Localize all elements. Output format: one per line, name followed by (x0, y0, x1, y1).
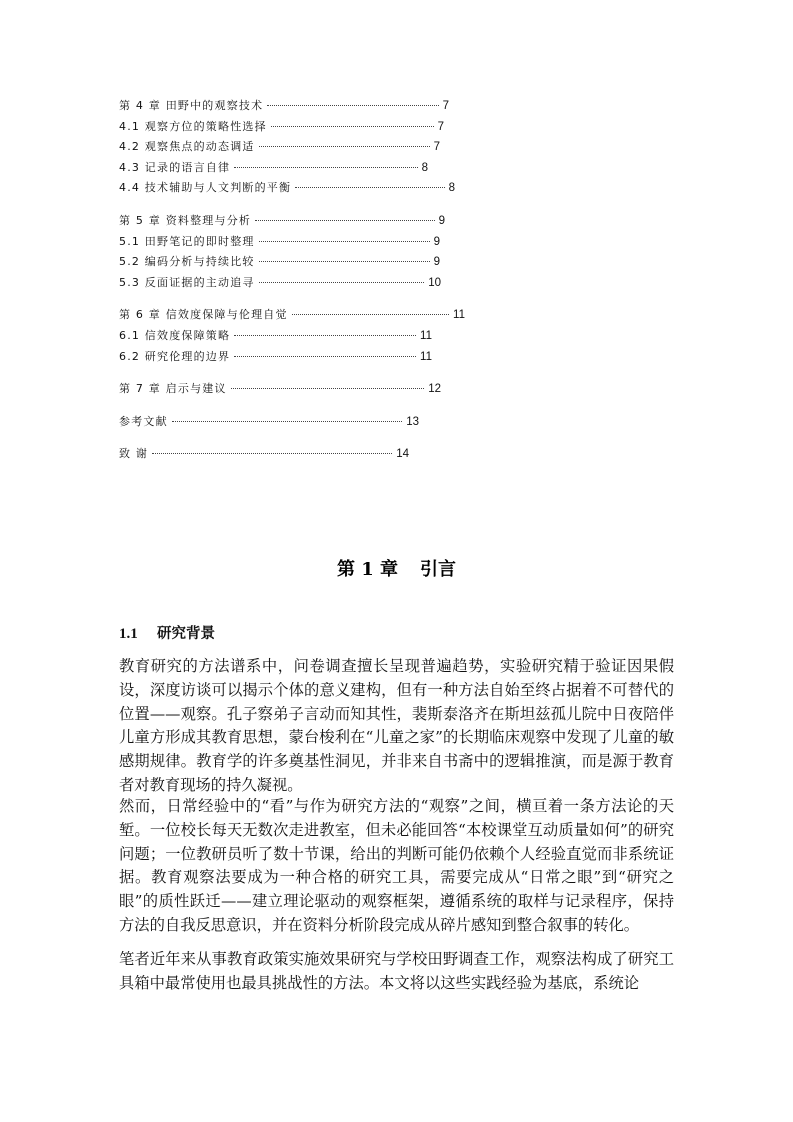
toc-leader-dots (267, 105, 438, 106)
toc-page-number: 7 (433, 141, 440, 154)
toc-leader-dots (234, 356, 416, 357)
toc-entry-ch5[interactable] (119, 211, 445, 232)
toc-entry-4-1[interactable] (119, 117, 444, 138)
toc-entry-5-3[interactable] (119, 273, 441, 294)
toc-entry-4-2[interactable] (119, 137, 440, 158)
paragraph-text: 笔者近年来从事教育政策实施效果研究与学校田野调查工作，观察法构成了研究工具箱中最常使用也最具挑战性的方法。本文将以这些实践经验为基底，系统论 (119, 950, 674, 992)
toc-leader-dots (231, 388, 425, 389)
toc-entry-6-1[interactable] (119, 326, 432, 347)
toc-entry-5-2[interactable] (119, 252, 440, 273)
toc-entry-ch7[interactable] (119, 379, 441, 400)
toc-entry-title: 5.1 田野笔记的即时整理 (119, 234, 255, 248)
toc-entry-title: 6.1 信效度保障策略 (119, 328, 231, 342)
toc-page-number: 7 (437, 120, 444, 133)
paragraph-text: 教育研究的方法谱系中，问卷调查擅长呈现普遍趋势，实验研究精于验证因果假设，深度访谈可以揭示个体的意义建构，但有一种方法自始至终占据着不可替代的位置——观察。孔子察弟子言动而知其性，裴斯泰洛齐在斯坦兹孤儿院中日夜陪伴儿童方形成其教育思想，蒙台梭利在“儿童之家”的长期临床观察中发现了儿童的敏感期规律。教育学的许多奠基性洞见，并非来自书斋中的逻辑推演，而是源于教育者对教育现场的持久凝视。 (119, 657, 674, 794)
toc-leader-dots (259, 282, 425, 283)
toc-leader-dots (271, 126, 434, 127)
toc-entry-6-2[interactable] (119, 347, 432, 368)
toc-leader-dots (259, 146, 430, 147)
toc-entry-title: 第 4 章 田野中的观察技术 (119, 99, 264, 112)
toc-page-number: 12 (428, 383, 441, 396)
chapter-heading (0, 555, 793, 581)
toc-page-number: 13 (406, 415, 419, 428)
toc-entry-references[interactable] (119, 412, 419, 433)
toc-entry-ch6[interactable] (119, 305, 465, 326)
toc-entry-title: 第 6 章 信效度保障与伦理自觉 (119, 308, 288, 322)
toc-entry-acknowledgements[interactable] (119, 444, 409, 465)
chapter-number: 第 1 章 (336, 559, 399, 580)
toc-page-number: 9 (433, 235, 440, 248)
toc-entry-5-1[interactable] (119, 232, 440, 253)
toc-entry-title: 4.4 技术辅助与人文判断的平衡 (119, 181, 292, 195)
toc-page-number: 8 (421, 161, 428, 174)
toc-leader-dots (259, 261, 430, 262)
section-heading (119, 622, 215, 643)
section-number: 1.1 (119, 626, 138, 642)
toc-entry-title: 致 谢 (119, 447, 149, 461)
toc-page-number: 14 (396, 448, 409, 461)
toc-entry-title: 第 7 章 启示与建议 (119, 382, 227, 396)
toc-entry-title: 参考文献 (119, 414, 168, 428)
toc-entry-title: 5.3 反面证据的主动追寻 (119, 275, 255, 289)
toc-leader-dots (172, 421, 402, 422)
toc-entry-4-3[interactable] (119, 158, 428, 179)
toc-leader-dots (259, 241, 430, 242)
toc-page-number: 11 (420, 350, 432, 363)
toc-page-number: 10 (428, 276, 441, 289)
toc-entry-title: 4.3 记录的语言自律 (119, 160, 231, 174)
body-paragraph (119, 795, 674, 938)
chapter-title-text: 引言 (420, 559, 457, 580)
toc-leader-dots (152, 453, 392, 454)
toc-entry-title: 4.1 观察方位的策略性选择 (119, 119, 267, 133)
paragraph-text: 然而，日常经验中的“看”与作为研究方法的“观察”之间，横亘着一条方法论的天堑。一位校长每天无数次走进教室，但未必能回答“本校课堂互动质量如何”的研究问题；一位教研员听了数十节课，给出的判断可能仍依赖个人经验直觉而非系统证据。教育观察法要成为一种合格的研究工具，需要完成从“日常之眼”到“研究之眼”的质性跃迁——建立理论驱动的观察框架，遵循系统的取样与记录程序，保持方法的自我反思意识，并在资料分析阶段完成从碎片感知到整合叙事的转化。 (119, 797, 674, 934)
toc-entry-title: 5.2 编码分析与持续比较 (119, 255, 255, 269)
toc-page-number: 8 (448, 182, 455, 195)
toc-entry-title: 第 5 章 资料整理与分析 (119, 213, 252, 227)
toc-page-number: 11 (420, 329, 432, 342)
toc-leader-dots (255, 220, 435, 221)
section-title-text: 研究背景 (157, 625, 215, 642)
toc-page-number: 7 (442, 100, 449, 112)
toc-leader-dots (234, 167, 417, 168)
toc-page-number: 9 (433, 256, 440, 269)
toc-entry-4-4[interactable] (119, 178, 455, 199)
toc-leader-dots (292, 314, 449, 315)
toc-page-number: 9 (438, 214, 445, 227)
toc-entry-ch4[interactable] (119, 96, 449, 117)
toc-leader-dots (295, 187, 444, 188)
toc-page-number: 11 (453, 309, 465, 322)
toc-entry-title: 6.2 研究伦理的边界 (119, 349, 231, 363)
body-paragraph (119, 948, 674, 996)
toc-leader-dots (234, 335, 416, 336)
toc-entry-title: 4.2 观察焦点的动态调适 (119, 140, 255, 154)
body-paragraph (119, 655, 674, 798)
table-of-contents (119, 96, 479, 465)
